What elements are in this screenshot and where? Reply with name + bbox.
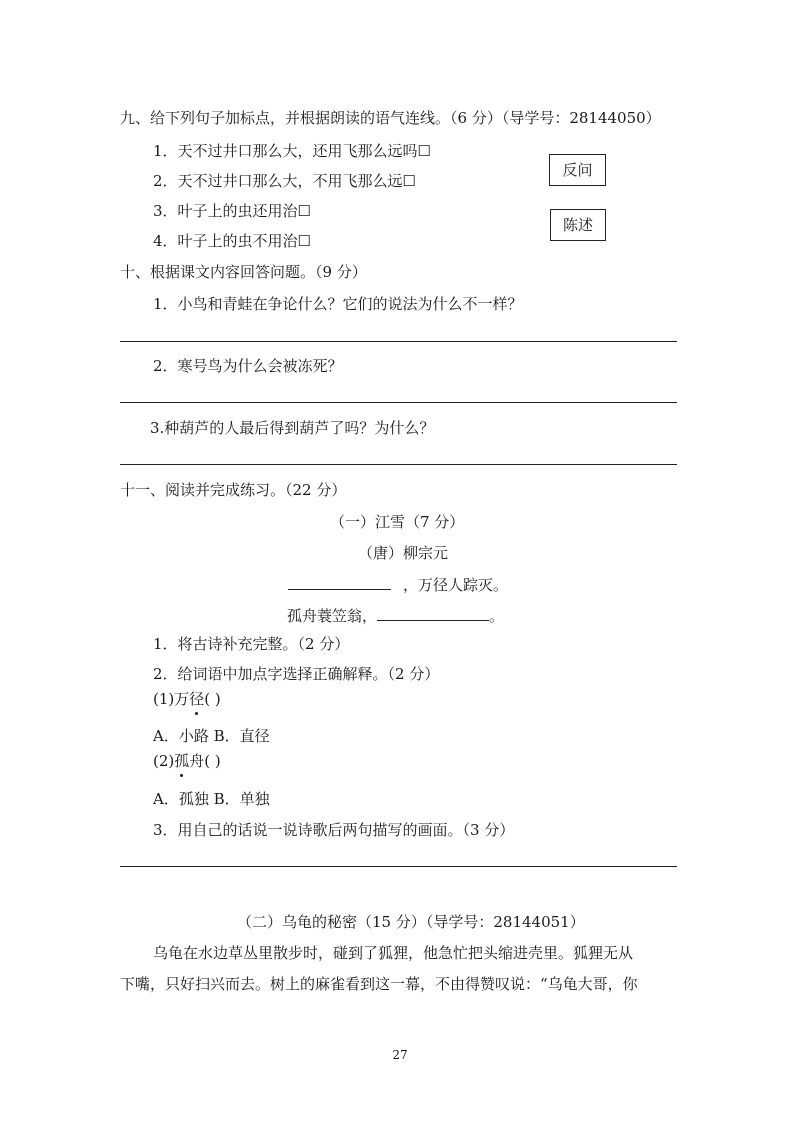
answer-line[interactable]	[120, 464, 677, 465]
poem-heading: （一）江雪（7 分）	[330, 513, 465, 531]
poem-blank-1[interactable]	[288, 573, 391, 590]
poem-blank-2[interactable]	[377, 604, 489, 621]
q9-item-3: 3．叶子上的虫还用治☐	[153, 202, 311, 220]
story-para-line-2: 下嘴，只好扫兴而去。树上的麻雀看到这一幕，不由得赞叹说：“乌龟大哥，你	[120, 975, 638, 993]
poem-line-1-text: ，万径人踪灭。	[403, 576, 509, 594]
q10-title: 十、根据课文内容回答问题。（9 分）	[120, 263, 367, 281]
q11-title: 十一、阅读并完成练习。（22 分）	[120, 481, 347, 499]
poem-line-2-text: 孤舟蓑笠翁，	[287, 607, 378, 625]
page-number: 27	[392, 1048, 408, 1062]
sub-2-mid: 舟	[189, 752, 205, 770]
answer-bracket[interactable]: ( )	[204, 690, 221, 708]
q9-item-1: 1．天不过井口那么大，还用飞那么远吗☐	[153, 142, 431, 160]
story-heading: （二）乌龟的秘密（15 分）（导学号：28144051）	[237, 913, 585, 931]
q11-sub-1-options: A．小路 B．直径	[153, 727, 270, 745]
q9-item-4: 4．叶子上的虫不用治☐	[153, 232, 311, 250]
q10-item-2: 2．寒号鸟为什么会被冻死？	[153, 357, 343, 375]
answer-line[interactable]	[120, 341, 677, 342]
q11-sub-2-options: A．孤独 B．单独	[153, 790, 270, 808]
q10-item-3: 3.种葫芦的人最后得到葫芦了吗？为什么？	[150, 419, 435, 437]
poem-line-2	[287, 604, 504, 626]
sub-1-prefix: (1)万	[153, 690, 190, 708]
q11-task-1: 1．将古诗补充完整。（2 分）	[153, 635, 350, 653]
sub-2-prefix: (2)	[153, 752, 175, 770]
q11-task-2: 2．给词语中加点字选择正确解释。（2 分）	[153, 665, 440, 683]
answer-line[interactable]	[120, 866, 677, 867]
q11-task-3: 3．用自己的话说一说诗歌后两句描写的画面。（3 分）	[153, 821, 515, 839]
answer-bracket[interactable]: ( )	[204, 752, 221, 770]
story-para-line-1: 乌龟在水边草丛里散步时，碰到了狐狸，他急忙把头缩进壳里。狐狸无从	[153, 944, 634, 962]
q9-item-2: 2．天不过井口那么大，不用飞那么远☐	[153, 172, 416, 190]
q9-option-rhetorical: 反问	[549, 154, 606, 186]
q11-sub-2	[153, 751, 221, 771]
poem-line-2-end: 。	[489, 607, 505, 625]
answer-line[interactable]	[120, 402, 677, 403]
q10-item-1: 1．小鸟和青蛙在争论什么？它们的说法为什么不一样？	[153, 295, 523, 313]
dotted-character: 孤	[174, 752, 190, 770]
dotted-character: 径	[189, 690, 205, 708]
q9-option-declarative: 陈述	[550, 209, 606, 241]
q9-title: 九、给下列句子加标点，并根据朗读的语气连线。（6 分）（导学号：28144050）	[120, 109, 661, 127]
poem-line-1	[288, 573, 508, 595]
poem-author: （唐）柳宗元	[358, 544, 449, 562]
q11-sub-1	[153, 689, 221, 709]
